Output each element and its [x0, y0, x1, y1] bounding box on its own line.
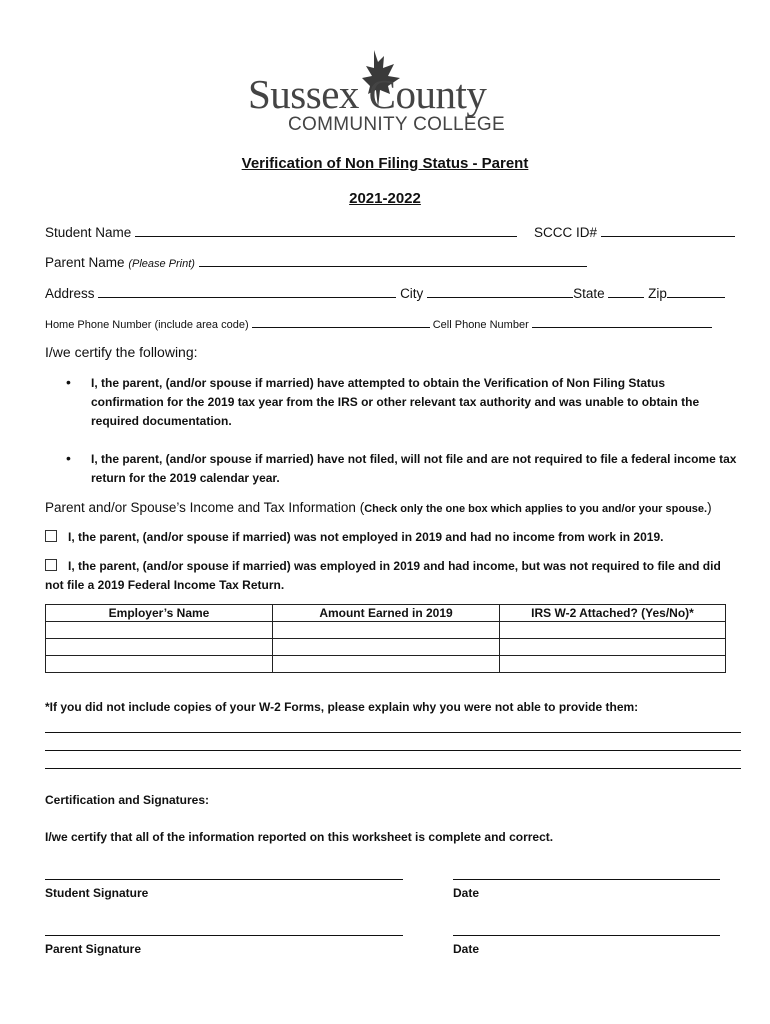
student-name-field[interactable]	[135, 222, 517, 237]
no-income-option-text: I, the parent, (and/or spouse if married) was not employed in 2019 and had no income from work in 2019.	[68, 530, 664, 544]
state-field[interactable]	[608, 283, 644, 298]
home-phone-label: Home Phone Number (include area code)	[45, 319, 249, 331]
sccc-id-label: SCCC ID#	[534, 225, 598, 240]
explanation-line-3[interactable]	[45, 768, 741, 769]
sccc-id-field[interactable]	[601, 222, 735, 237]
student-date-line[interactable]	[453, 879, 720, 880]
college-logo	[248, 48, 548, 138]
had-income-option-text: I, the parent, (and/or spouse if married) was employed in 2019 and had income, but was not required to file and did not file a 2019 Federal Income Tax Return.	[45, 559, 721, 592]
bullet-2-text: I, the parent, (and/or spouse if married) have not filed, will not file and are not required to file a federal income tax return for the 2019 calendar year.	[91, 452, 737, 485]
city-field[interactable]	[427, 283, 573, 298]
table-header-row	[46, 605, 726, 622]
address-field[interactable]	[98, 283, 396, 298]
explanation-line-1[interactable]	[45, 732, 741, 733]
student-name-label: Student Name	[45, 225, 132, 240]
no-income-checkbox[interactable]	[45, 530, 57, 542]
explanation-line-2[interactable]	[45, 750, 741, 751]
address-label: Address	[45, 286, 95, 301]
parent-signature-line[interactable]	[45, 935, 403, 936]
certify-heading: I/we certify the following:	[45, 344, 198, 360]
certification-statement: I/we certify that all of the information reported on this worksheet is complete and correct.	[45, 830, 554, 844]
home-phone-field[interactable]	[252, 316, 430, 328]
amount-earned-cell[interactable]	[273, 639, 500, 656]
employer-name-cell[interactable]	[46, 622, 273, 639]
student-name-row	[45, 222, 517, 240]
amount-earned-cell[interactable]	[273, 622, 500, 639]
year-subtitle: 2021-2022	[349, 190, 421, 207]
phone-row	[45, 316, 712, 331]
w2-attached-cell[interactable]	[500, 639, 726, 656]
parent-date-line[interactable]	[453, 935, 720, 936]
income-heading-close: )	[707, 500, 712, 515]
table-row	[46, 656, 726, 673]
income-heading-text: Parent and/or Spouse’s Income and Tax Information (	[45, 500, 365, 515]
parent-name-field[interactable]	[199, 252, 587, 267]
employer-name-header: Employer’s Name	[46, 605, 273, 622]
table-row	[46, 622, 726, 639]
income-heading	[45, 500, 712, 515]
employer-name-cell[interactable]	[46, 639, 273, 656]
w2-attached-cell[interactable]	[500, 656, 726, 673]
bullet-2-dot: •	[66, 450, 71, 466]
certification-heading: Certification and Signatures:	[45, 793, 210, 807]
state-label: State	[573, 286, 605, 301]
bullet-1-dot: •	[66, 374, 71, 390]
cell-phone-label: Cell Phone Number	[432, 319, 529, 331]
please-print-note: (Please Print)	[128, 258, 195, 270]
parent-date-label: Date	[453, 942, 480, 956]
parent-name-label: Parent Name	[45, 255, 125, 270]
parent-name-row	[45, 252, 587, 270]
zip-label: Zip	[648, 286, 667, 301]
address-row	[45, 283, 725, 301]
amount-earned-cell[interactable]	[273, 656, 500, 673]
zip-field[interactable]	[667, 283, 725, 298]
student-signature-label: Student Signature	[45, 886, 149, 900]
w2-attached-header: IRS W-2 Attached? (Yes/No)*	[500, 605, 726, 622]
sccc-id-row	[534, 222, 735, 240]
income-heading-note: Check only the one box which applies to you and/or your spouse.	[364, 503, 708, 515]
page-title: Verification of Non Filing Status - Parent	[241, 155, 529, 172]
employer-name-cell[interactable]	[46, 656, 273, 673]
amount-earned-header: Amount Earned in 2019	[273, 605, 500, 622]
w2-attached-cell[interactable]	[500, 622, 726, 639]
city-label: City	[400, 286, 424, 301]
student-date-label: Date	[453, 886, 480, 900]
logo-wordmark-left: Sussex County	[248, 71, 487, 117]
logo-subtitle: COMMUNITY COLLEGE	[288, 114, 505, 135]
cell-phone-field[interactable]	[532, 316, 712, 328]
student-signature-line[interactable]	[45, 879, 403, 880]
bullet-1-text: I, the parent, (and/or spouse if married) have attempted to obtain the Verification of Non Filing Status confirmation for the 2019 tax year from the IRS or other relevant tax authority and was unable to obtain the required documentation.	[91, 376, 700, 428]
employer-table	[45, 604, 726, 673]
parent-signature-label: Parent Signature	[45, 942, 142, 956]
w2-explanation-note: *If you did not include copies of your W-2 Forms, please explain why you were not able to provide them:	[45, 700, 639, 714]
table-row	[46, 639, 726, 656]
